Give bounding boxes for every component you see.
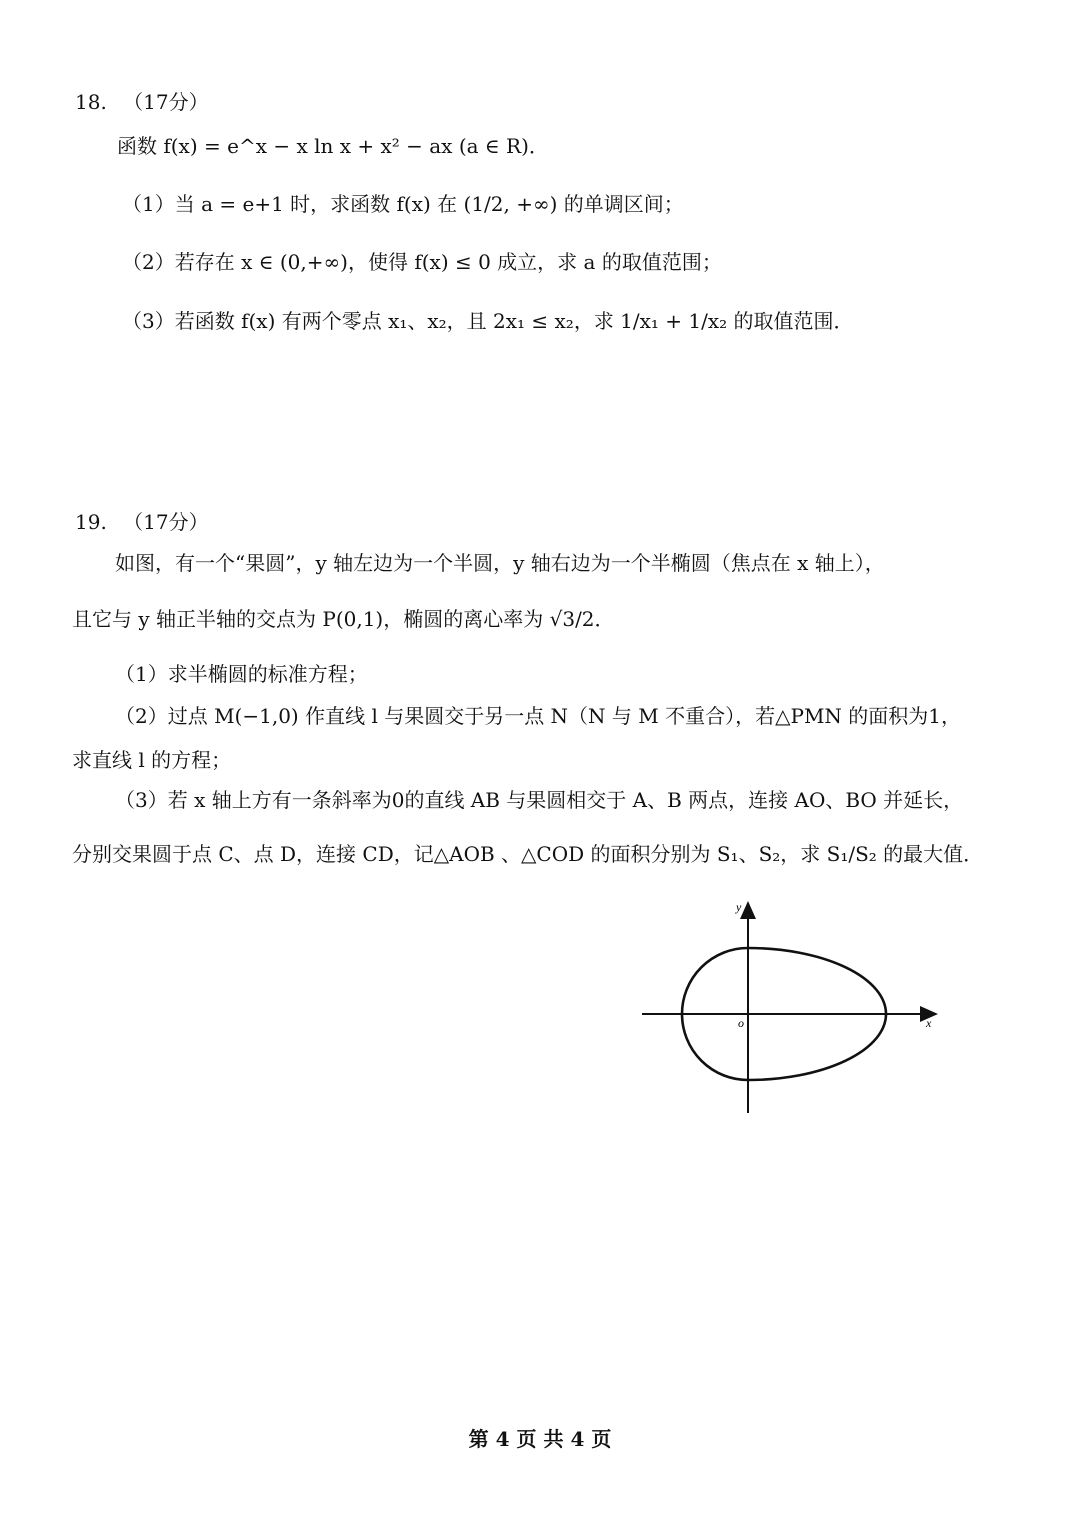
q18-part2: （2）若存在 x ∈ (0,+∞)，使得 f(x) ≤ 0 成立，求 a 的取值范围； [122, 250, 722, 274]
x-axis-label: x [926, 1016, 932, 1030]
q19-stem-line2: 且它与 y 轴正半轴的交点为 P(0,1)，椭圆的离心率为 √3/2． [72, 607, 615, 631]
q18-stem: 函数 f(x) = e^x − x ln x + x² − ax (a ∈ R)． [117, 134, 549, 158]
page-footer: 第 4 页 共 4 页 [468, 1427, 612, 1451]
q19-part2-line1: （2）过点 M(−1,0) 作直线 l 与果圆交于另一点 N（N 与 M 不重合），若△PMN 的面积为1， [115, 704, 962, 728]
q19-header [75, 508, 209, 536]
fruit-circle-figure [640, 895, 945, 1120]
q19-part3-line1: （3）若 x 轴上方有一条斜率为0的直线 AB 与果圆相交于 A、B 两点，连接 AO、BO 并延长， [115, 788, 964, 812]
q19-part2-line2: 求直线 l 的方程； [72, 748, 232, 772]
q18-header [75, 88, 209, 116]
q18-points: （17分） [123, 90, 209, 114]
y-axis-label: y [736, 900, 742, 914]
q19-part1: （1）求半椭圆的标准方程； [115, 662, 368, 686]
q18-part3: （3）若函数 f(x) 有两个零点 x₁、x₂，且 2x₁ ≤ x₂，求 1/x₁ + 1/x₂ 的取值范围． [122, 309, 854, 333]
q19-points: （17分） [123, 510, 209, 534]
q19-number: 19. [75, 510, 107, 534]
q19-stem-line1: 如图，有一个“果圆”，y 轴左边为一个半圆，y 轴右边为一个半椭圆（焦点在 x 轴上）， [115, 551, 885, 575]
q18-part1: （1）当 a = e+1 时，求函数 f(x) 在 (1/2, +∞) 的单调区间； [122, 192, 684, 216]
q19-part3-line2: 分别交果圆于点 C、点 D，连接 CD，记△AOB 、△COD 的面积分别为 S₁、S₂，求 S₁/S₂ 的最大值． [72, 842, 984, 866]
q18-number: 18. [75, 90, 107, 114]
origin-label: o [738, 1016, 744, 1030]
